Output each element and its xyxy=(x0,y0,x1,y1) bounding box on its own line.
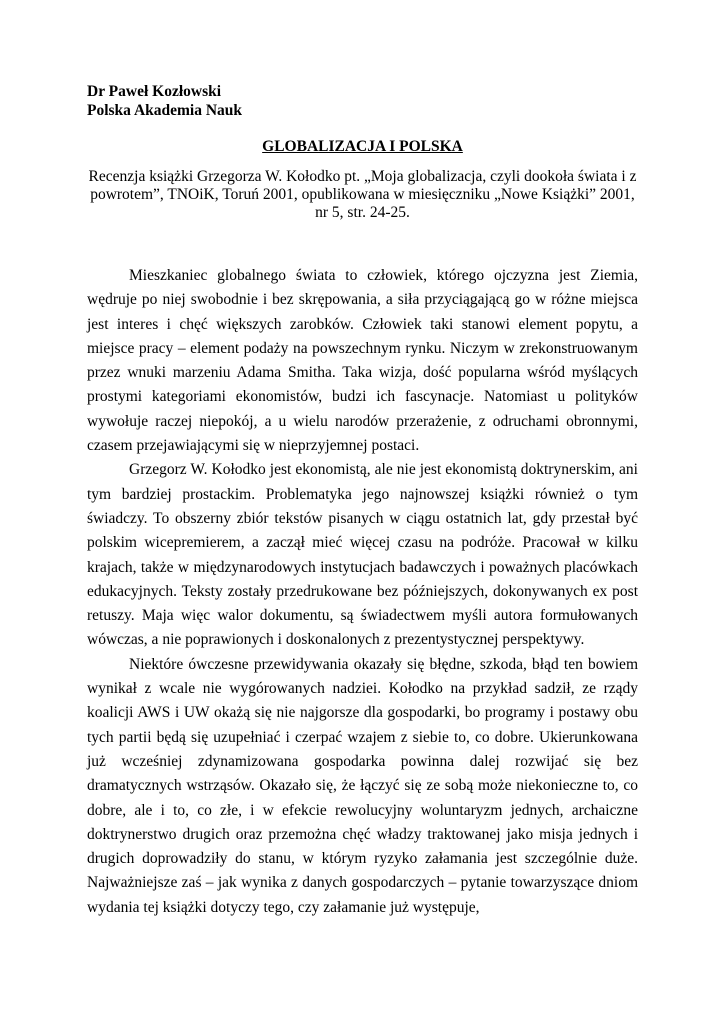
paragraph-3: Niektóre ówczesne przewidywania okazały się błędne, szkoda, błąd ten bowiem wynikał z wcale nie wygórowanych nadziei. Kołodko na przykład sadził, ze rządy koalicji AWS i UW okażą się nie najgorsze dla gospodarki, bo programy i postawy obu tych partii będą się uzupełniać i czerpać wzajem z siebie to, co dobre. Ukierunkowana już wcześniej zdynamizowana gospodarka powinna dalej rozwijać się bez dramatycznych wstrząsów. Okazało się, że łączyć się ze sobą może niekonieczne to, co dobre, ale i to, co złe, i w efekcie rewolucyjny woluntaryzm jednych, archaiczne doktrynerstwo drugich oraz przemożna chęć władzy traktowanej jako misja jednych i drugich doprowadziły do stanu, w którym ryzyko załamania jest szczególnie duże. Najważniejsze zaś – jak wynika z danych gospodarczych – pytanie towarzyszące dniom wydania tej książki dotyczy tego, czy załamanie już występuje, xyxy=(87,655,638,916)
paragraph-1: Mieszkaniec globalnego świata to człowiek, którego ojczyzna jest Ziemia, wędruje po niej swobodnie i bez skrępowania, a siła przyciągającą go w różne miejsca jest interes i chęć większych zarobków. Człowiek taki stanowi element popytu, a miejsce pracy – element podaży na powszechnym rynku. Niczym w zrekonstruowanym przez wnuki marzeniu Adama Smitha. Taka wizja, dość popularna wśród myślących prostymi kategoriami ekonomistów, budzi ich fascynacje. Natomiast u polityków wywołuje raczej niepokój, a u wielu narodów przerażenie, z odruchami obronnymi, czasem przejawiającymi się w nieprzyjemnej postaci. xyxy=(87,267,638,455)
author-block xyxy=(87,82,638,120)
paragraph-2: Grzegorz W. Kołodko jest ekonomistą, ale nie jest ekonomistą doktrynerskim, ani tym bardziej prostackim. Problematyka jego najnowszej książki również o tym świadczy. To obszerny zbiór tekstów pisanych w ciągu ostatnich lat, gdy przestał być polskim wicepremierem, a zaczął mieć więcej czasu na podróże. Pracował w kilku krajach, także w międzynarodowych instytucjach badawczych i poważnych placówkach edukacyjnych. Teksty zostały przedrukowane bez późniejszych, dokonywanych ex post retuszy. Maja więc walor dokumentu, są świadectwem myśli autora formułowanych wówczas, a nie poprawionych i doskonalonych z prezentystycznej perspektywy. xyxy=(87,461,638,649)
author-name: Dr Paweł Kozłowski xyxy=(87,83,222,100)
document-body xyxy=(87,264,638,920)
document-page xyxy=(87,82,638,920)
author-affiliation: Polska Akademia Nauk xyxy=(87,102,243,119)
document-title: GLOBALIZACJA I POLSKA xyxy=(262,138,463,155)
document-subtitle: Recenzja książki Grzegorza W. Kołodko pt. „Moja globalizacja, czyli dookoła świata i z powrotem”, TNOiK, Toruń 2001, opublikowana w miesięczniku „Nowe Książki” 2001, nr 5, str. 24-25. xyxy=(88,168,637,221)
